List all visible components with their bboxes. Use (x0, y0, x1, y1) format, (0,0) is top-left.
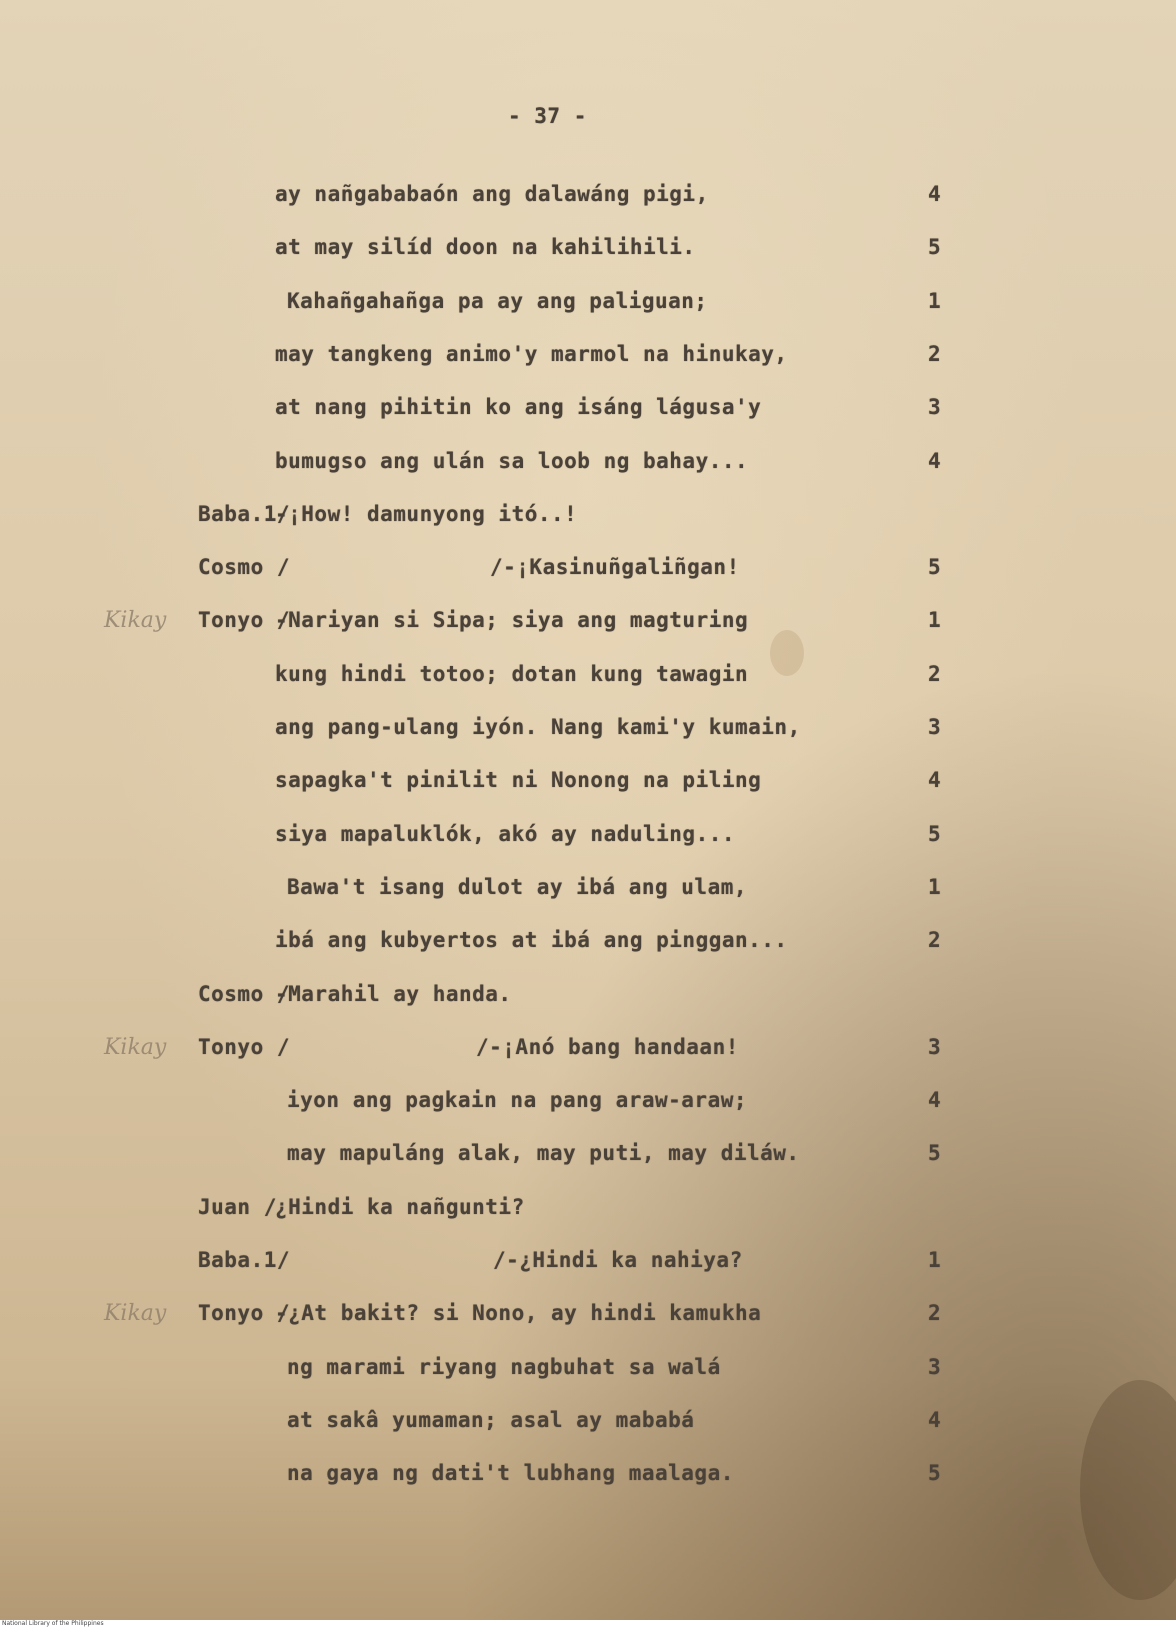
speaker-label: Tonyo / (198, 1035, 291, 1059)
script-line (0, 608, 1176, 640)
script-line (0, 1408, 1176, 1440)
verse-text: kung hindi totoo; dotan kung tawagin (275, 662, 749, 686)
verse-text: ang pang-ulang iyón. Nang kami'y kumain, (275, 715, 801, 739)
handwritten-margin-note: Kikay (104, 1035, 167, 1060)
speaker-label: Cosmo / (198, 982, 291, 1006)
handwritten-margin-note: Kikay (104, 608, 167, 633)
script-line (0, 182, 1176, 214)
verse-text: -Marahil ay handa. (275, 982, 512, 1006)
verse-text: at sakâ yumaman; asal ay mababá (287, 1408, 695, 1432)
verse-text: Bawa't isang dulot ay ibá ang ulam, (287, 875, 748, 899)
line-number: 3 (928, 1035, 942, 1059)
verse-text: at may silíd doon na kahilihili. (275, 235, 696, 259)
line-number: 4 (928, 182, 942, 206)
speaker-label: Baba.1/ (198, 502, 291, 526)
line-number: 5 (928, 1461, 942, 1485)
line-number: 3 (928, 715, 942, 739)
verse-text: na gaya ng dati't lubhang maalaga. (287, 1461, 734, 1485)
script-line (0, 1248, 1176, 1280)
script-line (0, 342, 1176, 374)
speaker-label: Tonyo / (198, 608, 291, 632)
line-number: 1 (928, 289, 942, 313)
speaker-label: Tonyo / (198, 1301, 291, 1325)
line-number: 5 (928, 235, 942, 259)
speaker-label: Cosmo / (198, 555, 291, 579)
line-number: 4 (928, 1408, 942, 1432)
script-line (0, 502, 1176, 534)
handwritten-margin-note: Kikay (104, 1301, 167, 1326)
script-line (0, 1088, 1176, 1120)
verse-text: may tangkeng animo'y marmol na hinukay, (275, 342, 788, 366)
verse-text: ay nañgababaón ang dalawáng pigi, (275, 182, 709, 206)
line-number: 2 (928, 928, 942, 952)
script-line (0, 449, 1176, 481)
line-number: 5 (928, 555, 942, 579)
line-number: 2 (928, 342, 942, 366)
script-line (0, 768, 1176, 800)
script-line (0, 555, 1176, 587)
source-footer: National Library of the Philippines (0, 1620, 1176, 1628)
verse-text: /-¿Hindi ka nahiya? (493, 1248, 743, 1272)
script-line (0, 875, 1176, 907)
line-number: 1 (928, 1248, 942, 1272)
verse-text: bumugso ang ulán sa loob ng bahay... (275, 449, 749, 473)
line-number: 1 (928, 875, 942, 899)
verse-text: iyon ang pagkain na pang araw-araw; (287, 1088, 748, 1112)
script-line (0, 1195, 1176, 1227)
verse-text: -¿At bakit? si Nono, ay hindi kamukha (275, 1301, 762, 1325)
verse-text: siya mapaluklók, akó ay naduling... (275, 822, 736, 846)
script-line (0, 395, 1176, 427)
page-number: - 37 - (508, 104, 587, 128)
verse-text: sapagka't pinilit ni Nonong na piling (275, 768, 762, 792)
line-number: 2 (928, 1301, 942, 1325)
verse-text: /-¡Kasinuñgaliñgan! (490, 555, 740, 579)
line-number: 3 (928, 1355, 942, 1379)
verse-text: at nang pihitin ko ang isáng lágusa'y (275, 395, 762, 419)
verse-text: ng marami riyang nagbuhat sa walá (287, 1355, 721, 1379)
line-number: 4 (928, 449, 942, 473)
script-line (0, 1035, 1176, 1067)
verse-text: ibá ang kubyertos at ibá ang pinggan... (275, 928, 788, 952)
script-line (0, 822, 1176, 854)
line-number: 1 (928, 608, 942, 632)
verse-text: ¿Hindi ka nañgunti? (275, 1195, 525, 1219)
script-line (0, 1461, 1176, 1493)
script-line (0, 928, 1176, 960)
script-line (0, 715, 1176, 747)
verse-text: may mapuláng alak, may puti, may diláw. (287, 1141, 800, 1165)
verse-text: /-¡Anó bang handaan! (476, 1035, 739, 1059)
script-line (0, 1141, 1176, 1173)
script-line (0, 289, 1176, 321)
line-number: 5 (928, 1141, 942, 1165)
script-line (0, 1301, 1176, 1333)
script-line (0, 982, 1176, 1014)
verse-text: -Nariyan si Sipa; siya ang magturing (275, 608, 749, 632)
verse-text: -¡How! damunyong itó..! (275, 502, 578, 526)
speaker-label: Baba.1/ (198, 1248, 291, 1272)
verse-text: Kahañgahañga pa ay ang paliguan; (287, 289, 708, 313)
line-number: 2 (928, 662, 942, 686)
script-line (0, 662, 1176, 694)
line-number: 4 (928, 1088, 942, 1112)
line-number: 5 (928, 822, 942, 846)
speaker-label: Juan / (198, 1195, 277, 1219)
script-line (0, 235, 1176, 267)
line-number: 4 (928, 768, 942, 792)
script-line (0, 1355, 1176, 1387)
line-number: 3 (928, 395, 942, 419)
